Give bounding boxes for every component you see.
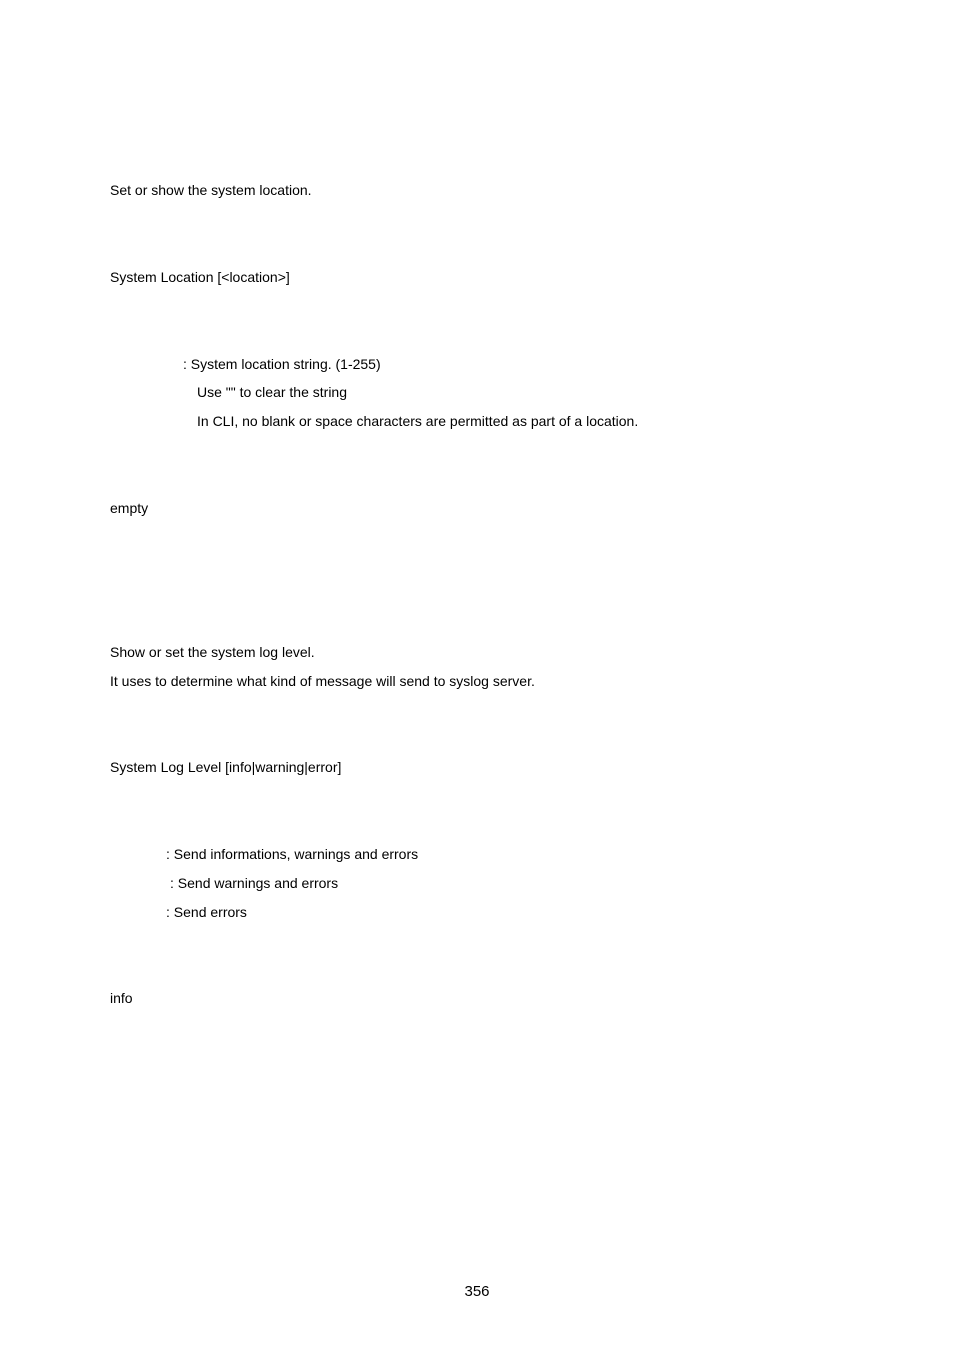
log-level-description-line: It uses to determine what kind of message will send to syslog server.	[110, 673, 535, 689]
log-level-parameter-line: : Send errors	[166, 904, 247, 920]
log-level-default: info	[110, 990, 133, 1006]
log-level-description-line: Show or set the system log level.	[110, 644, 315, 660]
location-parameter-line: : System location string. (1-255)	[183, 356, 381, 372]
location-parameter-line: In CLI, no blank or space characters are permitted as part of a location.	[197, 413, 639, 429]
location-parameter-line: Use "" to clear the string	[197, 384, 348, 400]
log-level-parameter-line: : Send warnings and errors	[170, 875, 339, 891]
log-level-syntax: System Log Level [info|warning|error]	[110, 759, 342, 775]
location-description: Set or show the system location.	[110, 182, 312, 198]
location-default: empty	[110, 500, 149, 516]
log-level-parameter-line: : Send informations, warnings and errors	[166, 846, 419, 862]
page-number: 356	[464, 1283, 490, 1300]
location-syntax: System Location [<location>]	[110, 269, 290, 285]
